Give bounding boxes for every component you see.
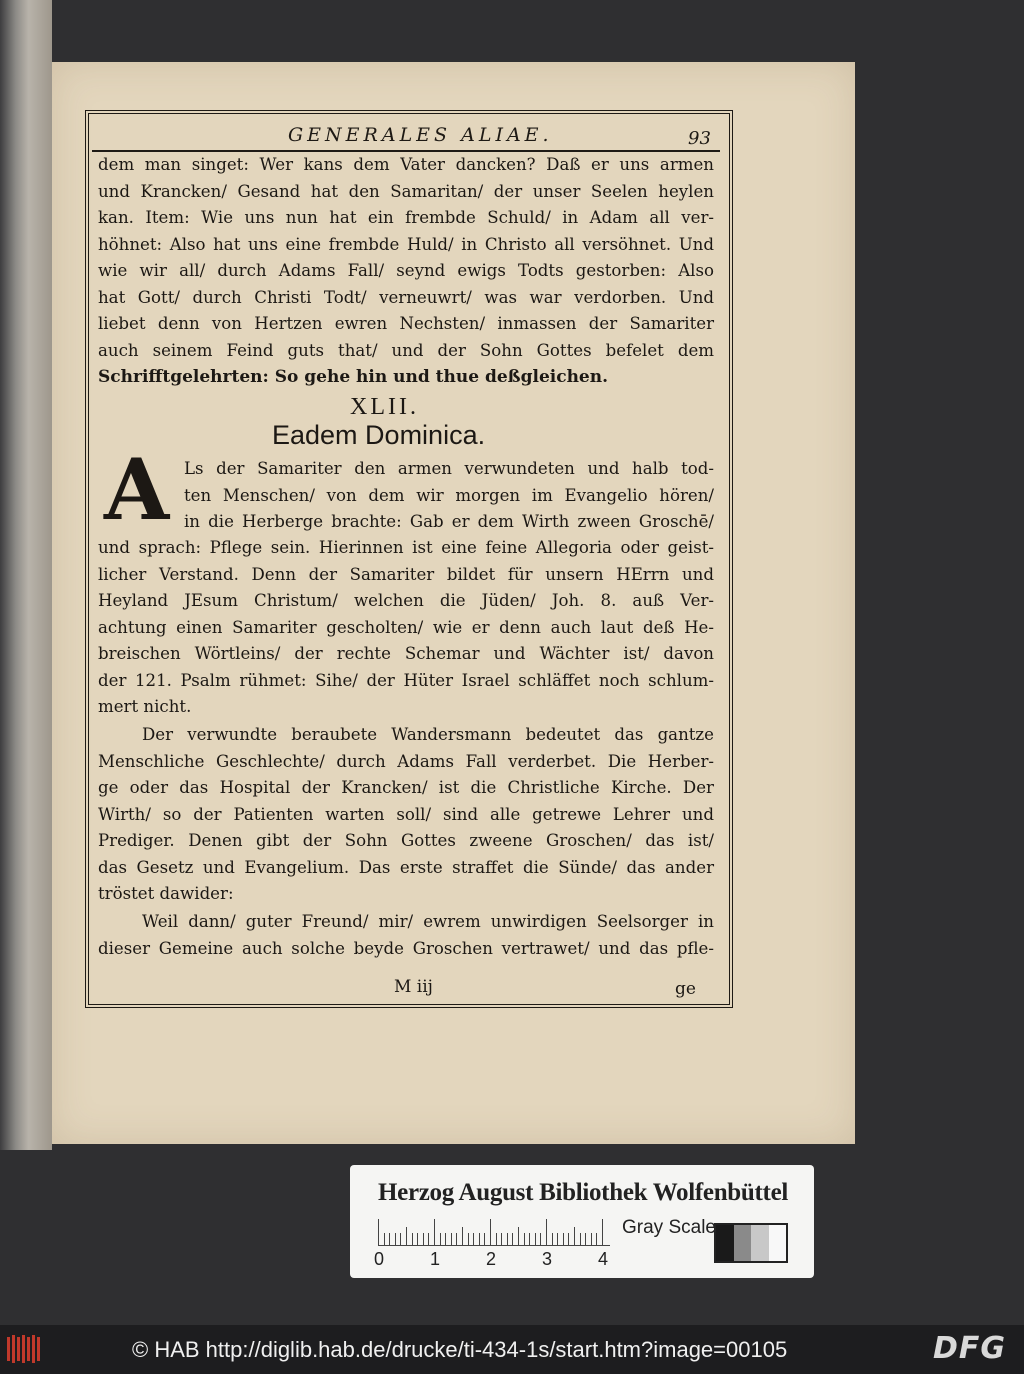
ruler-tick	[490, 1219, 491, 1245]
ruler-tick	[400, 1233, 401, 1245]
binding-edge	[0, 0, 52, 1150]
gray-swatch-cell	[734, 1225, 752, 1261]
color-reference-card	[350, 1165, 814, 1278]
gray-scale-label: Gray Scale	[622, 1217, 716, 1238]
text-line: wie wir all/ durch Adams Fall/ seynd ewigs Todts gestorben: Also	[98, 261, 714, 280]
ruler-tick	[563, 1233, 564, 1245]
scale-ruler	[378, 1215, 610, 1246]
decorated-initial: A	[104, 440, 170, 539]
ruler-tick	[574, 1227, 575, 1245]
ruler-tick	[473, 1233, 474, 1245]
paragraph-1	[98, 535, 714, 721]
gray-swatch-cell	[716, 1225, 734, 1261]
ruler-tick	[378, 1219, 379, 1245]
text-line: Heyland JEsum Christum/ welchen die Jüden/ Joh. 8. auß Ver-	[98, 591, 714, 610]
paragraph-2	[98, 722, 714, 908]
text-line: auch seinem Feind guts that/ und der Sohn Gottes befelet dem	[98, 340, 714, 360]
library-name: Herzog August Bibliothek Wolfenbüttel	[378, 1179, 789, 1206]
text-line: liebet denn von Hertzen ewren Nechsten/ inmassen der Samariter	[98, 314, 714, 333]
running-head: GENERALES ALIAE.	[288, 124, 553, 146]
text-line: dieser Gemeine auch solche beyde Groschen vertrawet/ und das pfle-	[98, 938, 714, 958]
text-line: kan. Item: Wie uns nun hat ein frembde Schuld/ in Adam all ver-	[98, 208, 714, 227]
text-line-last: Schrifftgelehrten: So gehe hin und thue deßgleichen.	[98, 367, 609, 387]
ruler-tick	[406, 1227, 407, 1245]
text-line-last: mert nicht.	[98, 697, 192, 716]
ruler-tick	[423, 1233, 424, 1245]
text-line: hat Gott/ durch Christi Todt/ verneuwrt/ was war verdorben. Und	[98, 287, 714, 307]
text-line: der 121. Psalm rühmet: Sihe/ der Hüter Israel schläffet noch schlum-	[98, 670, 714, 690]
ruler-tick	[596, 1233, 597, 1245]
ruler-tick	[602, 1219, 603, 1245]
text-line: Prediger. Denen gibt der Sohn Gottes zweene Groschen/ das ist/	[98, 831, 714, 850]
scale-number: 3	[542, 1249, 553, 1269]
ruler-tick	[456, 1233, 457, 1245]
ruler-tick	[568, 1233, 569, 1245]
chapter-number: XLII.	[350, 394, 419, 420]
ruler-tick	[384, 1233, 385, 1245]
page-header	[100, 118, 710, 148]
text-line-last: tröstet dawider:	[98, 884, 234, 903]
ruler-tick	[585, 1233, 586, 1245]
scale-number: 2	[486, 1249, 497, 1269]
gray-swatch-cell	[751, 1225, 769, 1261]
text-line: Weil dann/ guter Freund/ mir/ ewrem unwirdigen Seelsorger in	[142, 912, 714, 931]
gray-swatch-cell	[769, 1225, 787, 1261]
ruler-tick	[468, 1233, 469, 1245]
gray-scale-swatch	[714, 1223, 788, 1263]
ruler-tick	[591, 1233, 592, 1245]
ruler-tick	[552, 1233, 553, 1245]
text-line: Menschliche Geschlechte/ durch Adams Fall verderbet. Die Herber-	[98, 751, 714, 771]
text-line: in die Herberge brachte: Gab er dem Wirth zween Groschē/	[184, 512, 714, 531]
ruler-tick	[395, 1233, 396, 1245]
paragraph-3	[98, 909, 714, 962]
ruler-tick	[412, 1233, 413, 1245]
hab-logo-icon	[6, 1333, 42, 1365]
page-number: 93	[688, 128, 711, 149]
ruler-tick	[546, 1219, 547, 1245]
ruler-tick	[535, 1233, 536, 1245]
ruler-tick	[524, 1233, 525, 1245]
text-line: und sprach: Pflege sein. Hierinnen ist eine feine Allegoria oder geist-	[98, 538, 714, 557]
text-line: und Krancken/ Gesand hat den Samaritan/ der unser Seelen heylen	[98, 181, 714, 201]
signature-mark: M iij	[394, 977, 433, 997]
ruler-tick	[462, 1227, 463, 1245]
page-footer	[100, 973, 710, 1003]
text-line: Ls der Samariter den armen verwundeten und halb tod-	[184, 459, 714, 478]
text-line: dem man singet: Wer kans dem Vater dancken? Daß er uns armen	[98, 155, 714, 174]
catchword: ge	[675, 979, 696, 999]
ruler-tick	[428, 1233, 429, 1245]
text-line: das Gesetz und Evangelium. Das erste straffet die Sünde/ das ander	[98, 857, 714, 877]
ruler-tick	[496, 1233, 497, 1245]
text-line: breischen Wörtleins/ der rechte Schemar und Wächter ist/ davon	[98, 644, 714, 663]
text-line: licher Verstand. Denn der Samariter bildet für unsern HErrn und	[98, 564, 714, 584]
text-line: Der verwundte beraubete Wandersmann bedeutet das gantze	[142, 725, 714, 744]
paragraph-1-indented-lines	[184, 456, 714, 536]
text-block-top	[98, 152, 714, 391]
scale-number: 4	[598, 1249, 609, 1269]
dfg-logo: DFG	[933, 1331, 1007, 1366]
text-line: ten Menschen/ von dem wir morgen im Evangelio hören/	[184, 485, 714, 505]
ruler-tick	[557, 1233, 558, 1245]
scale-number: 1	[430, 1249, 441, 1269]
ruler-tick	[417, 1233, 418, 1245]
text-line: achtung einen Samariter gescholten/ wie er denn auch laut deß He-	[98, 617, 714, 637]
footer-bar	[0, 1325, 1024, 1374]
source-citation: © HAB http://diglib.hab.de/drucke/ti-434-1s/start.htm?image=00105	[132, 1337, 788, 1362]
ruler-tick	[529, 1233, 530, 1245]
ruler-tick	[484, 1233, 485, 1245]
ruler-tick	[445, 1233, 446, 1245]
text-line: höhnet: Also hat uns eine frembde Huld/ in Christo all versöhnet. Und	[98, 234, 714, 254]
ruler-tick	[512, 1233, 513, 1245]
ruler-tick	[580, 1233, 581, 1245]
ruler-tick	[451, 1233, 452, 1245]
ruler-tick	[507, 1233, 508, 1245]
ruler-tick	[389, 1233, 390, 1245]
ruler-tick	[518, 1227, 519, 1245]
scale-number: 0	[374, 1249, 385, 1269]
text-line: ge oder das Hospital der Krancken/ ist die Christliche Kirche. Der	[98, 778, 714, 797]
ruler-tick	[434, 1219, 435, 1245]
ruler-tick	[540, 1233, 541, 1245]
chapter-title: Eadem Dominica.	[272, 420, 486, 450]
ruler-tick	[440, 1233, 441, 1245]
text-line: Wirth/ so der Patienten warten soll/ sind alle getrewe Lehrer und	[98, 804, 714, 824]
ruler-tick	[501, 1233, 502, 1245]
ruler-tick	[479, 1233, 480, 1245]
